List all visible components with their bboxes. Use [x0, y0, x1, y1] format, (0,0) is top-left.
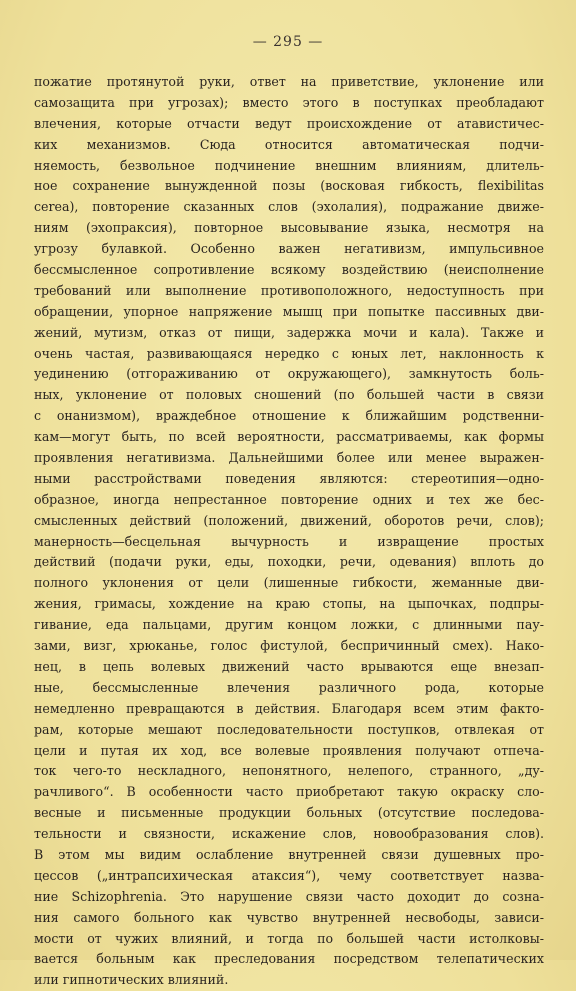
text-line: ные, бессмысленные влечения различного рода, которые [34, 679, 544, 695]
text-line: тельности и связности, искажение слов, новообразования слов). [34, 826, 544, 842]
text-line: ких механизмов. Сюда относится автоматическая подчи- [34, 136, 544, 152]
text-line: жений, мутизм, отказ от пищи, задержка мочи и кала). Также и [34, 324, 544, 340]
text-line: цели и путая их ход, все волевые проявления получают отпеча- [34, 742, 544, 758]
text-line: очень частая, развивающаяся нередко с юных лет, наклонность к [34, 345, 544, 361]
text-line: ными расстройствами поведения являются: стереотипия—одно- [34, 470, 544, 486]
text-line: уединению (отгораживанию от окружающего), замкнутость боль- [34, 366, 544, 382]
text-line: мости от чужих влияний, и тогда по большей части истолковы- [34, 930, 544, 946]
text-line: ния самого больного как чувство внутренней несвободы, зависи- [34, 909, 544, 925]
page-number: — 295 — [252, 34, 324, 50]
text-line: бессмысленное сопротивление всякому воздействию (неисполнение [34, 262, 544, 278]
text-line: ние Schizophrenia. Это нарушение связи часто доходит до созна- [34, 888, 544, 904]
text-line: немедленно превращаются в действия. Благодаря всем этим факто- [34, 700, 544, 716]
text-line: самозащита при угрозах); вместо этого в поступках преобладают [34, 94, 544, 110]
text-line: смысленных действий (положений, движений, оборотов речи, слов); [34, 512, 544, 528]
text-line: угрозу булавкой. Особенно важен негативизм, импульсивное [34, 241, 544, 257]
text-line: кам—могут быть, по всей вероятности, рассматриваемы, как формы [34, 429, 544, 445]
text-line: действий (подачи руки, еды, походки, речи, одевания) вплоть до [34, 554, 544, 570]
text-line: полного уклонения от цели (лишенные гибкости, жеманные дви- [34, 575, 544, 591]
text-line: рам, которые мешают последовательности поступков, отвлекая от [34, 721, 544, 737]
text-line: обращении, упорное напряжение мышц при попытке пассивных дви- [34, 303, 544, 319]
text-line: или гипнотических влияний. [34, 972, 229, 988]
text-line: с онанизмом), враждебное отношение к ближайшим родственни- [34, 408, 544, 424]
text-line: гивание, еда пальцами, другим концом ложки, с длинными пау- [34, 617, 544, 633]
text-line: требований или выполнение противоположного, недоступность при [34, 282, 544, 298]
text-line: весные и письменные продукции больных (отсутствие последова- [34, 805, 544, 821]
text-line: ток чего-то нескладного, непонятного, нелепого, странного, „ду- [34, 763, 544, 779]
text-line: влечения, которые отчасти ведут происхождение от атавистичес- [34, 115, 544, 131]
text-line: ных, уклонение от половых сношений (по большей части в связи [34, 387, 544, 403]
text-line: проявления негативизма. Дальнейшими более или менее выражен- [34, 450, 544, 466]
text-line: няемость, безвольное подчинение внешним влияниям, длитель- [34, 157, 544, 173]
text-line: ниям (эхопраксия), повторное высовывание языка, несмотря на [34, 220, 544, 236]
body-text [34, 72, 544, 991]
text-line: ное сохранение вынужденной позы (восковая гибкость, flexibilitas [34, 178, 544, 194]
text-line: пожатие протянутой руки, ответ на приветствие, уклонение или [34, 74, 544, 89]
text-line: вается больным как преследования посредством телепатических [34, 951, 544, 967]
text-line: рачливого“. В особенности часто приобретают такую окраску сло- [34, 784, 544, 800]
text-line: В этом мы видим ослабление внутренней связи душевных про- [34, 846, 544, 862]
text-line: нец, в цепь волевых движений часто врываются еще внезап- [34, 658, 544, 674]
text-line: зами, визг, хрюканье, голос фистулой, беспричинный смех). Нако- [34, 638, 544, 654]
text-line: жения, гримасы, хождение на краю стопы, на цыпочках, подпры- [34, 596, 544, 612]
text-line: цессов („интрапсихическая атаксия“), чему соответствует назва- [34, 867, 544, 883]
text-line: манерность—бесцельная вычурность и извращение простых [34, 533, 544, 549]
text-line: cerea), повторение сказанных слов (эхолалия), подражание движе- [34, 199, 544, 215]
text-line: образное, иногда непрестанное повторение одних и тех же бес- [34, 491, 544, 507]
